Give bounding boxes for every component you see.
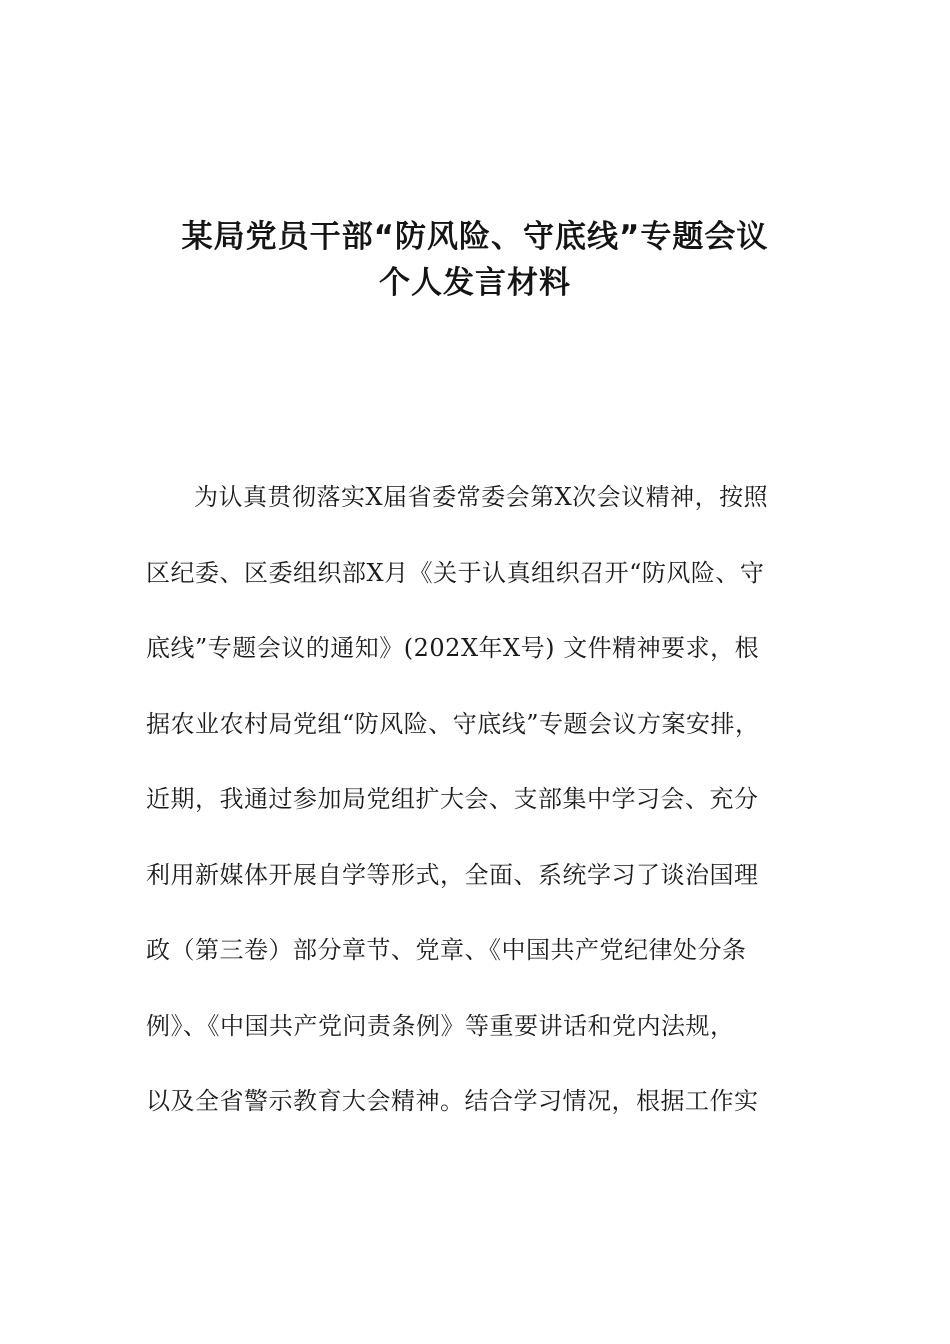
title-line-2: 个人发言材料: [379, 265, 571, 301]
body-line-4: 据农业农村局党组“防风险、守底线”专题会议方案安排，: [146, 709, 760, 738]
document-title: [0, 214, 950, 306]
body-line-2: 区纪委、区委组织部X月《关于认真组织召开“防风险、守: [146, 558, 765, 587]
body-paragraph: [146, 474, 806, 1154]
body-line-3: 底线”专题会议的通知》(202X年X号) 文件精神要求，根: [146, 634, 760, 662]
body-line-8: 例》、《中国共产党问责条例》等重要讲话和党内法规，: [146, 1011, 735, 1040]
body-line-5: 近期，我通过参加局党组扩大会、支部集中学习会、充分: [146, 785, 759, 813]
body-line-1: 为认真贯彻落实X届省委常委会第X次会议精神，按照: [194, 483, 769, 511]
body-line-6: 利用新媒体开展自学等形式，全面、系统学习了谈治国理: [146, 860, 759, 889]
body-line-7: 政（第三卷）部分章节、党章、《中国共产党纪律处分条: [146, 936, 747, 964]
body-line-9: 以及全省警示教育大会精神。结合学习情况，根据工作实: [146, 1087, 759, 1115]
title-line-1: 某局党员干部“防风险、守底线”专题会议: [181, 219, 769, 255]
